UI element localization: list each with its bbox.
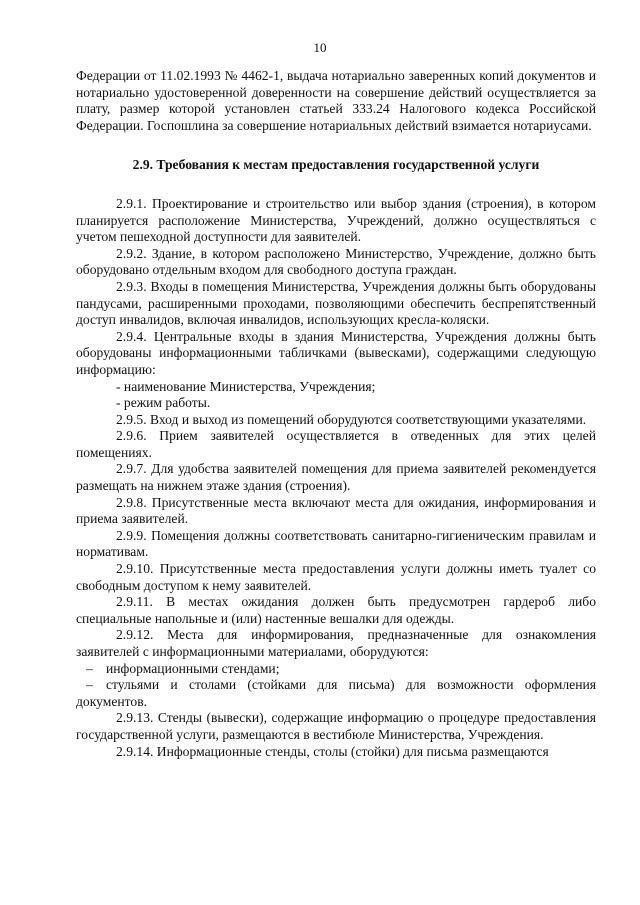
paragraph-2-9-12: 2.9.12. Места для информирования, предназначенные для ознакомления заявителей с информационными материалами, оборудуются:	[76, 627, 596, 659]
list-item-text: информационными стендами;	[106, 660, 280, 676]
paragraph-2-9-11: 2.9.11. В местах ожидания должен быть предусмотрен гардероб либо специальные напольные и (или) настенные вешалки для одежды.	[76, 594, 596, 626]
list-item	[76, 661, 596, 678]
paragraph-2-9-2: 2.9.2. Здание, в котором расположено Министерство, Учреждение, должно быть оборудовано отдельным входом для свободного доступа граждан.	[76, 245, 596, 278]
paragraph-2-9-8: 2.9.8. Присутственные места включают места для ожидания, информирования и приема заявителей.	[76, 494, 596, 527]
paragraph-2-9-14: 2.9.14. Информационные стенды, столы (стойки) для письма размещаются	[116, 743, 549, 759]
dash-marker: –	[86, 677, 93, 693]
page-number: 10	[313, 40, 327, 55]
list-item: - наименование Министерства, Учреждения;	[116, 378, 376, 394]
paragraph-2-9-10: 2.9.10. Присутственные места предоставления услуги должны иметь туалет со свободным доступом к нему заявителей.	[76, 561, 596, 593]
paragraph-2-9-4: 2.9.4. Центральные входы в здания Министерства, Учреждения должны быть оборудованы информационными табличками (вывесками), содержащими следующую информацию:	[76, 328, 596, 377]
list-item	[76, 677, 596, 710]
paragraph-2-9-3: 2.9.3. Входы в помещения Министерства, Учреждения должны быть оборудованы пандусами, расширенными проходами, позволяющими обеспечить беспрепятственный доступ инвалидов, включая инвалидов, использующих кресла-коляски.	[76, 278, 596, 328]
paragraph-2-9-6: 2.9.6. Прием заявителей осуществляется в отведенных для этих целей помещениях.	[76, 428, 596, 460]
paragraph-2-9-13: 2.9.13. Стенды (вывески), содержащие информацию о процедуре предоставления государственной услуги, размещаются в вестибюле Министерства, Учреждения.	[76, 710, 596, 742]
document-body	[76, 68, 596, 760]
paragraph-2-9-7: 2.9.7. Для удобства заявителей помещения для приема заявителей рекомендуется размещать на нижнем этаже здания (строения).	[76, 461, 596, 494]
paragraph-2-9-1: 2.9.1. Проектирование и строительство или выбор здания (строения), в котором планируется расположение Министерства, Учреждений, должно осуществляться с учетом пешеходной доступности для заявителей.	[76, 195, 596, 245]
dash-marker: –	[86, 660, 93, 676]
paragraph-2-9-5: 2.9.5. Вход и выход из помещений оборудуются соответствующими указателями.	[116, 411, 587, 427]
paragraph-2-9-9: 2.9.9. Помещения должны соответствовать санитарно-гигиеническим правилам и нормативам.	[76, 527, 596, 560]
list-item-text: стульями и столами (стойками для письма) для возможности оформления документов.	[76, 677, 596, 709]
intro-paragraph: Федерации от 11.02.1993 № 4462-1, выдача нотариально заверенных копий документов и нотариально удостоверенной доверенности на совершение действий осуществляется за плату, размер которой установлен статьей 333.24 Налогового кодекса Российской Федерации. Госпошлина за совершение нотариальных действий взимается нотариусами.	[76, 68, 596, 133]
list-item: - режим работы.	[116, 395, 211, 411]
section-heading: 2.9. Требования к местам предоставления государственной услуги	[132, 157, 540, 173]
